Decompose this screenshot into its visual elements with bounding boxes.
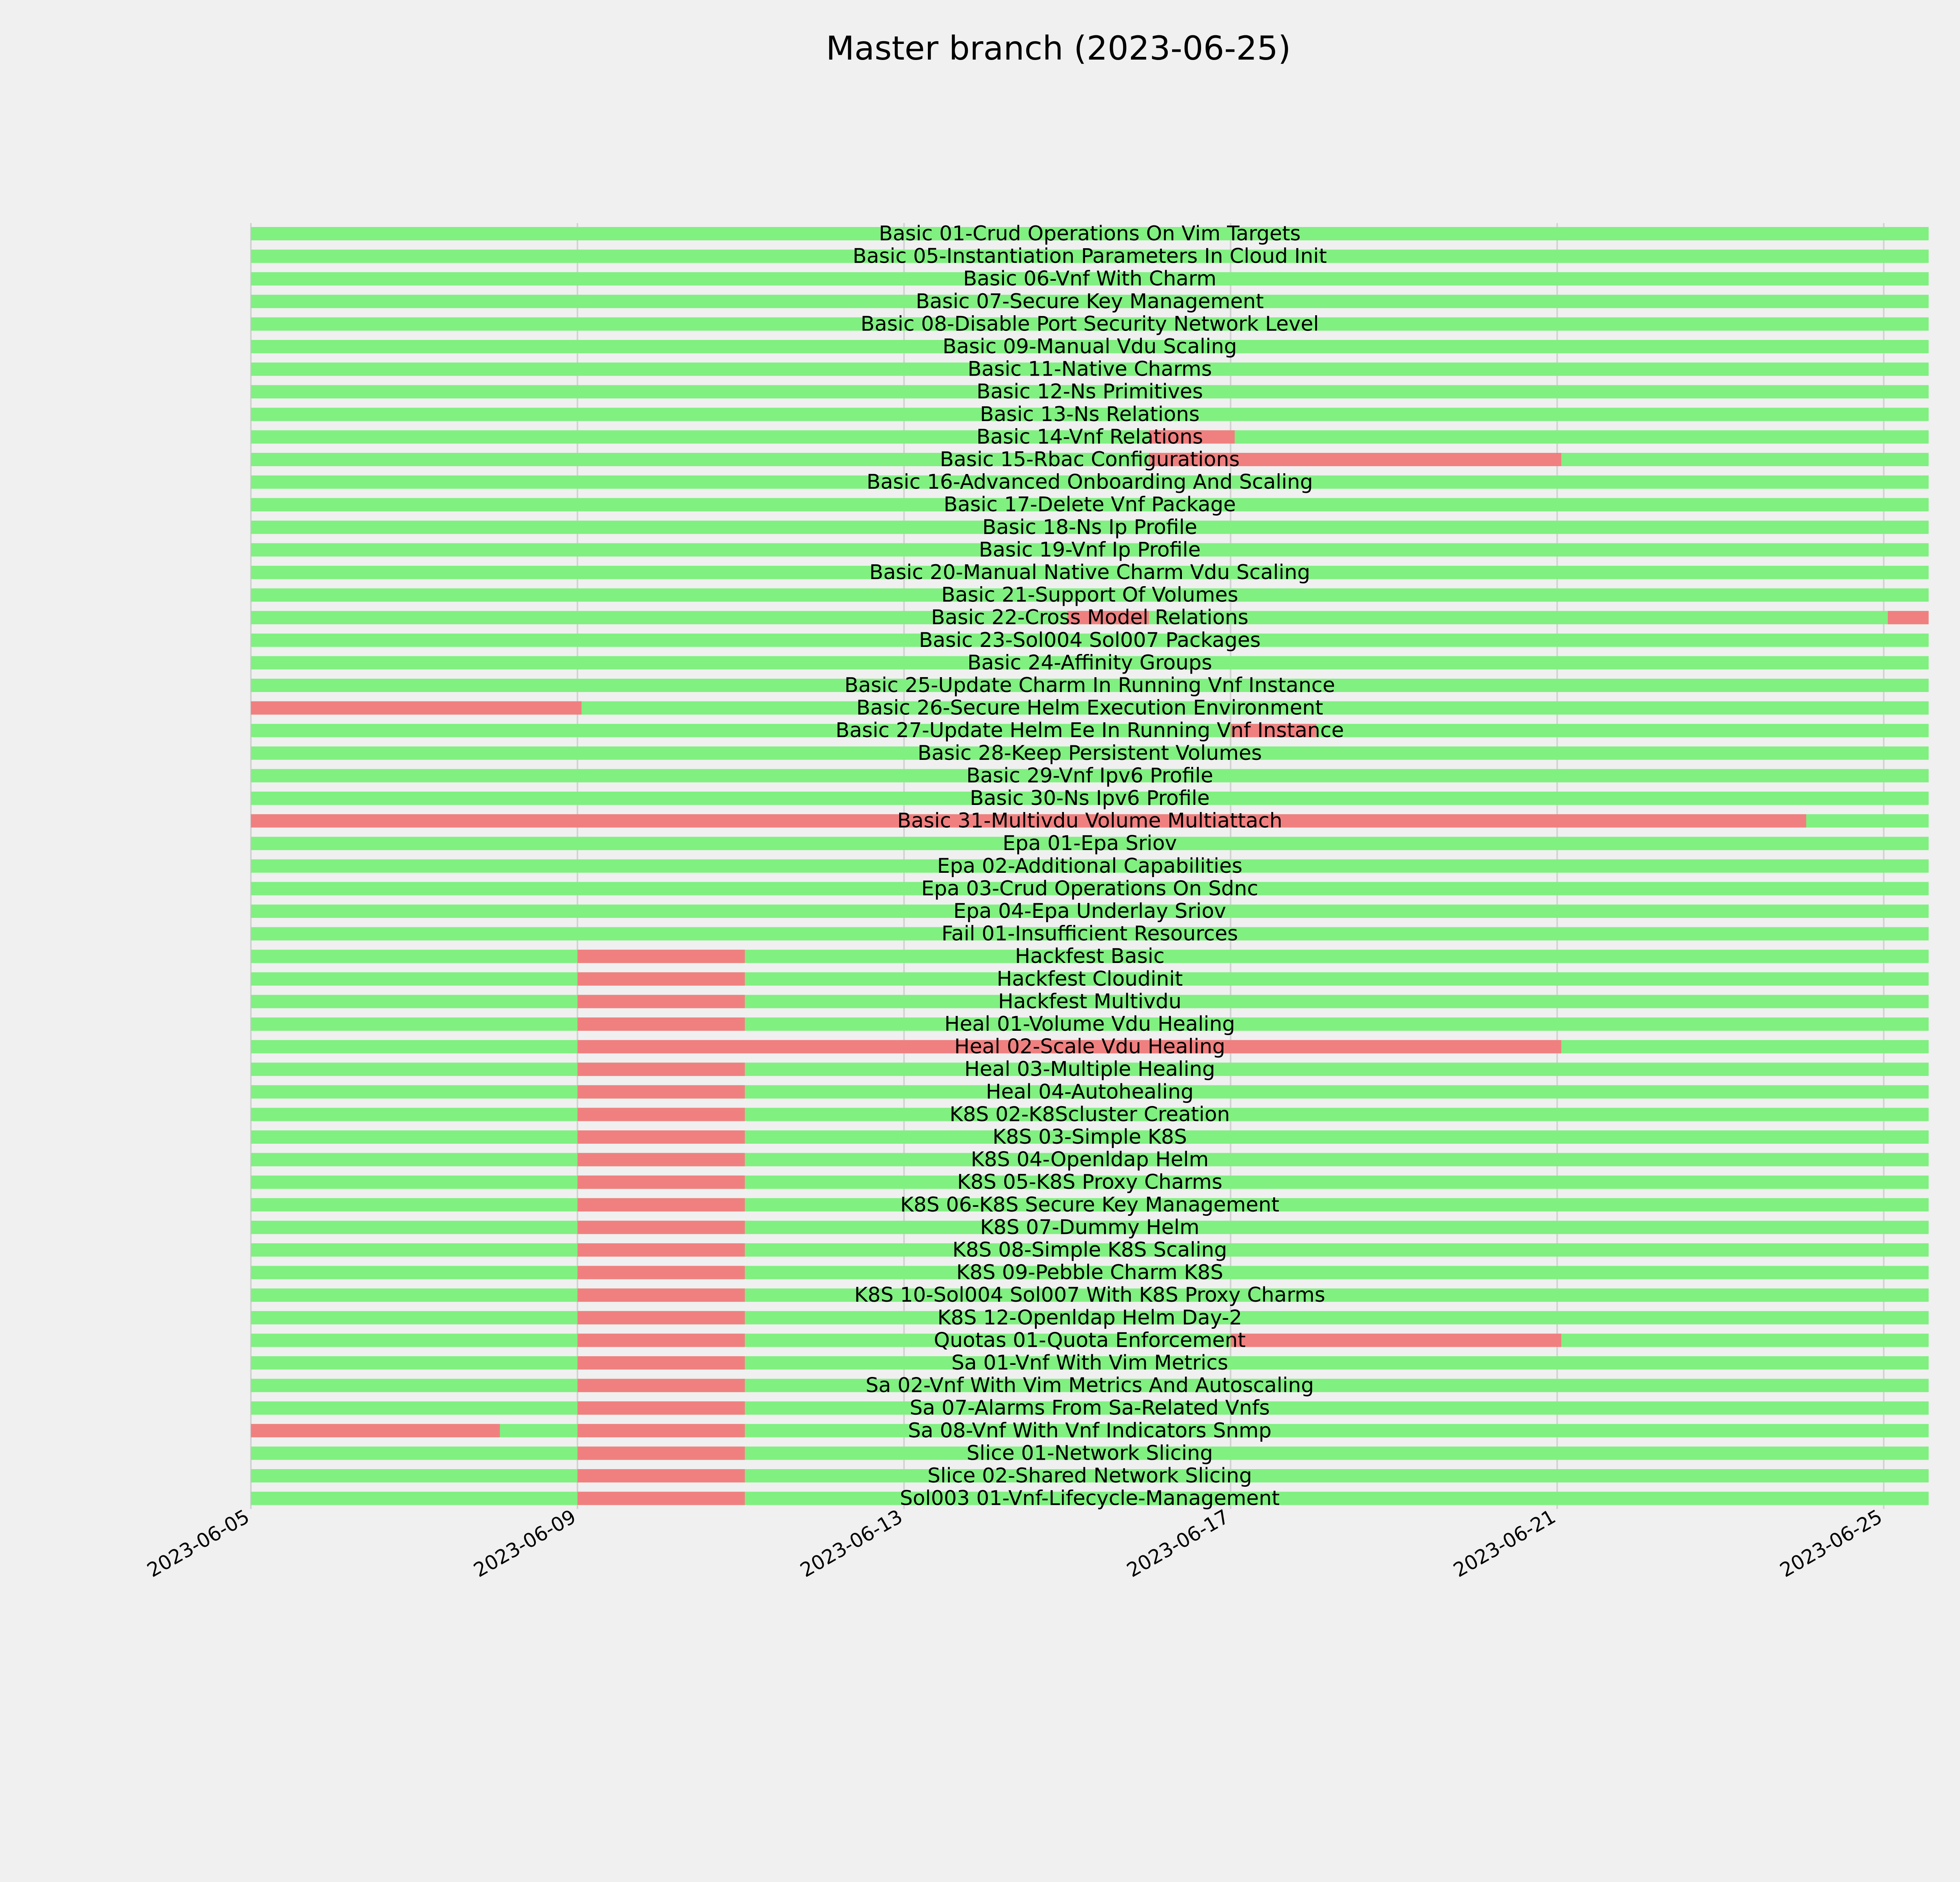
test-label: Sa 02-Vnf With Vim Metrics And Autoscaling xyxy=(866,1373,1314,1397)
test-label: Heal 04-Autohealing xyxy=(985,1080,1194,1104)
test-label: Basic 25-Update Charm In Running Vnf Instance xyxy=(844,674,1335,697)
test-label: K8S 03-Simple K8S xyxy=(993,1125,1187,1149)
test-label: Basic 20-Manual Native Charm Vdu Scaling xyxy=(869,561,1310,584)
fail-segment xyxy=(577,1379,745,1392)
fail-segment xyxy=(577,1063,745,1076)
fail-segment xyxy=(1888,611,1929,624)
test-label: K8S 08-Simple K8S Scaling xyxy=(952,1238,1227,1262)
test-label: Sol003 01-Vnf-Lifecycle-Management xyxy=(900,1486,1280,1510)
test-label: Sa 07-Alarms From Sa-Related Vnfs xyxy=(909,1396,1270,1420)
test-label: K8S 04-Openldap Helm xyxy=(971,1148,1209,1172)
fail-segment xyxy=(1230,1333,1561,1347)
fail-segment xyxy=(577,1356,745,1370)
test-label: Basic 26-Secure Helm Execution Environment xyxy=(856,696,1323,720)
fail-segment xyxy=(577,1424,745,1437)
fail-segment xyxy=(577,1469,745,1482)
test-label: Basic 18-Ns Ip Profile xyxy=(982,515,1198,539)
x-tick-label: 2023-06-21 xyxy=(1449,1505,1560,1582)
test-label: Basic 13-Ns Relations xyxy=(980,402,1200,426)
test-label: Quotas 01-Quota Enforcement xyxy=(934,1328,1246,1352)
x-tick-label: 2023-06-09 xyxy=(470,1505,580,1582)
fail-segment xyxy=(577,1130,745,1144)
test-label: Basic 21-Support Of Volumes xyxy=(941,583,1238,607)
test-label: Slice 02-Shared Network Slicing xyxy=(927,1464,1252,1488)
test-label: K8S 02-K8Scluster Creation xyxy=(949,1103,1230,1126)
test-label: Basic 14-Vnf Relations xyxy=(976,425,1203,449)
fail-segment xyxy=(577,1085,745,1099)
fail-segment xyxy=(577,1311,745,1324)
test-label: K8S 06-K8S Secure Key Management xyxy=(900,1193,1279,1217)
test-label: Basic 28-Keep Persistent Volumes xyxy=(917,741,1262,765)
test-label: Basic 31-Multivdu Volume Multiattach xyxy=(897,809,1283,833)
test-label: Basic 01-Crud Operations On Vim Targets xyxy=(878,222,1301,245)
test-label: Heal 03-Multiple Healing xyxy=(964,1057,1215,1081)
x-tick-label: 2023-06-13 xyxy=(796,1505,907,1582)
test-label: K8S 09-Pebble Charm K8S xyxy=(956,1261,1223,1284)
test-label: Basic 19-Vnf Ip Profile xyxy=(978,538,1201,562)
test-label: Basic 17-Delete Vnf Package xyxy=(944,493,1236,517)
test-label: Hackfest Multivdu xyxy=(998,990,1181,1014)
fail-segment xyxy=(577,1446,745,1460)
test-label: K8S 05-K8S Proxy Charms xyxy=(957,1170,1223,1194)
test-label: Basic 27-Update Helm Ee In Running Vnf Instance xyxy=(835,719,1344,743)
x-tick-label: 2023-06-25 xyxy=(1776,1505,1886,1582)
test-label: Basic 15-Rbac Configurations xyxy=(940,448,1240,471)
fail-segment xyxy=(577,1333,745,1347)
test-label: K8S 07-Dummy Helm xyxy=(980,1215,1200,1239)
fail-segment xyxy=(577,1175,745,1189)
x-tick-label: 2023-06-17 xyxy=(1123,1505,1233,1582)
test-label: Basic 08-Disable Port Security Network Level xyxy=(860,312,1319,336)
test-label: Slice 01-Network Slicing xyxy=(966,1441,1213,1465)
fail-segment xyxy=(577,1492,745,1505)
fail-segment xyxy=(251,701,582,715)
test-label: Basic 06-Vnf With Charm xyxy=(963,267,1217,291)
fail-segment xyxy=(577,1153,745,1166)
test-label: Epa 04-Epa Underlay Sriov xyxy=(953,899,1226,923)
test-label: Basic 30-Ns Ipv6 Profile xyxy=(969,787,1210,810)
fail-segment xyxy=(577,1288,745,1302)
x-tick-label: 2023-06-05 xyxy=(143,1505,253,1582)
test-label: Basic 05-Instantiation Parameters In Cloud Init xyxy=(853,244,1327,268)
test-label: Heal 01-Volume Vdu Healing xyxy=(944,1012,1235,1036)
test-label: Heal 02-Scale Vdu Healing xyxy=(954,1035,1225,1059)
test-label: K8S 12-Openldap Helm Day-2 xyxy=(937,1306,1242,1330)
test-label: Sa 01-Vnf With Vim Metrics xyxy=(951,1351,1229,1375)
fail-segment xyxy=(577,972,745,986)
chart-title: Master branch (2023-06-25) xyxy=(826,29,1291,67)
fail-segment xyxy=(577,1266,745,1279)
test-label: Basic 22-Cross Model Relations xyxy=(931,606,1249,630)
fail-segment xyxy=(577,995,745,1008)
test-label: Basic 11-Native Charms xyxy=(967,357,1212,381)
fail-segment xyxy=(577,1221,745,1234)
test-label: Basic 23-Sol004 Sol007 Packages xyxy=(919,628,1261,652)
fail-segment xyxy=(577,1017,745,1031)
test-label: Basic 09-Manual Vdu Scaling xyxy=(942,335,1237,358)
test-label: Basic 29-Vnf Ipv6 Profile xyxy=(966,764,1213,788)
fail-segment xyxy=(577,1243,745,1257)
test-label: Basic 07-Secure Key Management xyxy=(916,289,1264,313)
test-label: Fail 01-Insufficient Resources xyxy=(941,922,1238,946)
test-label: Basic 16-Advanced Onboarding And Scaling xyxy=(866,470,1313,494)
test-label: Sa 08-Vnf With Vnf Indicators Snmp xyxy=(908,1419,1272,1442)
test-label: Epa 03-Crud Operations On Sdnc xyxy=(921,877,1258,901)
fail-segment xyxy=(577,1198,745,1212)
test-label: Basic 24-Affinity Groups xyxy=(967,651,1212,675)
test-label: Hackfest Cloudinit xyxy=(996,967,1183,991)
test-label: Basic 12-Ns Primitives xyxy=(976,380,1203,404)
test-label: K8S 10-Sol004 Sol007 With K8S Proxy Charms xyxy=(854,1283,1325,1307)
test-label: Epa 02-Additional Capabilities xyxy=(937,854,1243,878)
test-label: Epa 01-Epa Sriov xyxy=(1002,832,1177,856)
fail-segment xyxy=(251,1424,500,1437)
test-label: Hackfest Basic xyxy=(1015,945,1165,968)
fail-segment xyxy=(577,1108,745,1121)
fail-segment xyxy=(577,1401,745,1415)
fail-segment xyxy=(577,950,745,963)
